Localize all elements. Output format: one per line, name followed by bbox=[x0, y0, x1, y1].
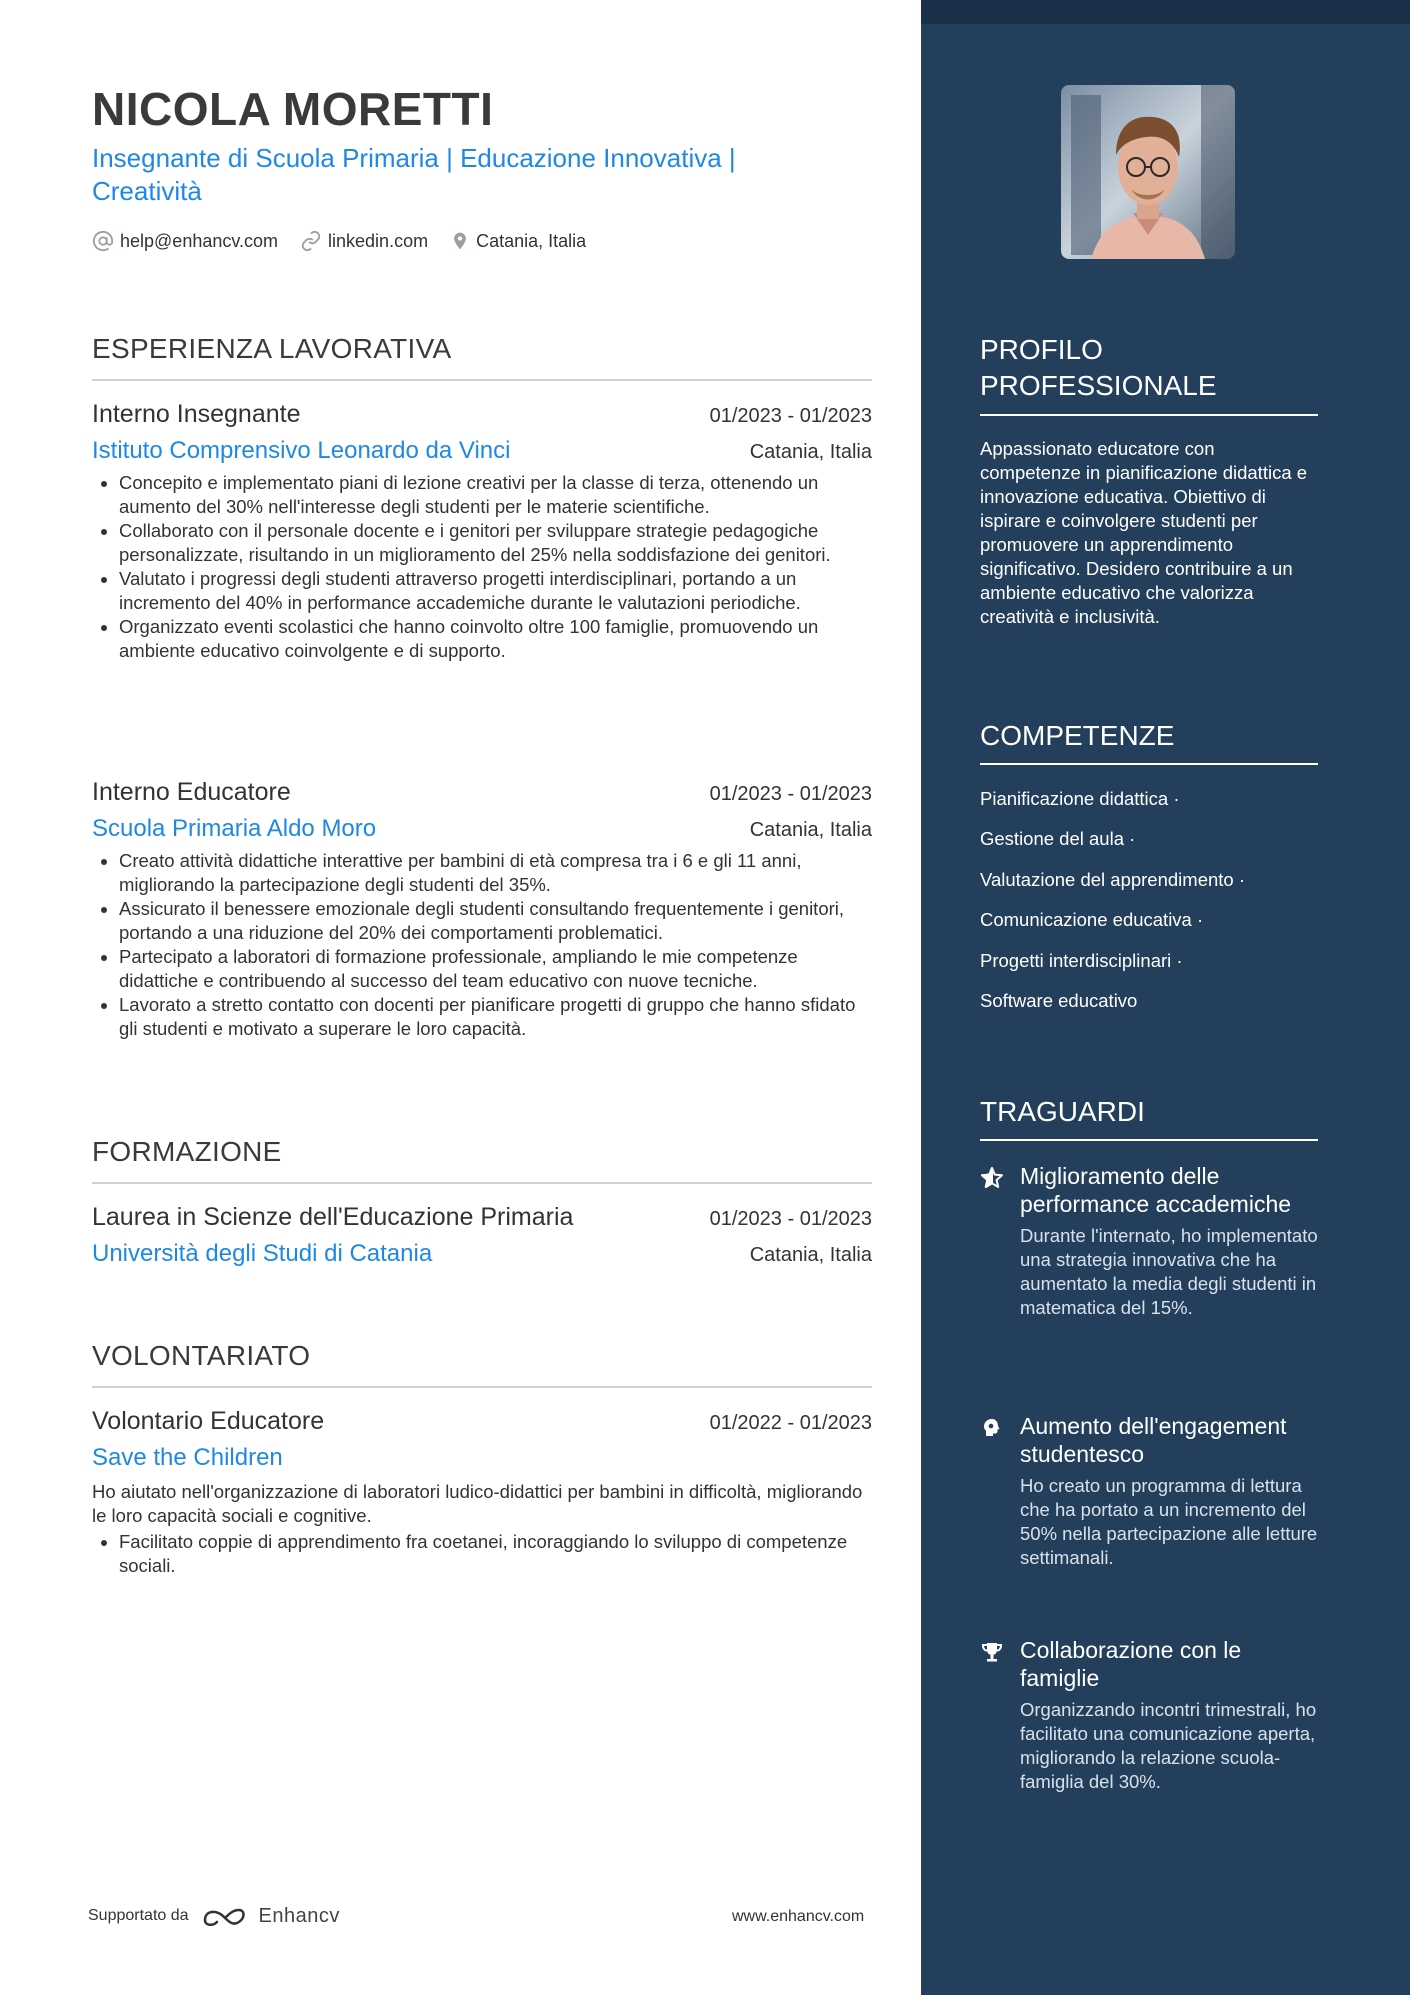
star-icon bbox=[980, 1166, 1004, 1190]
job-bullets bbox=[92, 471, 872, 663]
volunteering-title: VOLONTARIATO bbox=[92, 1340, 311, 1371]
achievement-title: Collaborazione con le famiglie bbox=[1020, 1637, 1242, 1691]
avatar bbox=[1061, 85, 1235, 259]
profile-title: PROFILO PROFESSIONALE bbox=[980, 334, 1217, 401]
achievements-title: TRAGUARDI bbox=[980, 1096, 1145, 1127]
job-location: Catania, Italia bbox=[749, 441, 872, 463]
enhancv-logo-icon bbox=[201, 1902, 251, 1930]
bullet-item: • Creato attività didattiche interattive per bambini di età compresa tra i 6 e gli 11 anni, migliorando la partecipazione degli studenti del 35%. bbox=[119, 849, 872, 897]
contact-location bbox=[450, 230, 586, 252]
at-icon bbox=[92, 230, 114, 252]
achievements-heading bbox=[980, 1094, 1318, 1130]
job-role: Interno Educatore bbox=[92, 778, 291, 806]
profile-heading bbox=[980, 332, 1318, 404]
skill-item: Progetti interdisciplinari · bbox=[980, 950, 1183, 971]
sidebar-top-band bbox=[921, 0, 1410, 24]
skill-item: Gestione del aula · bbox=[980, 828, 1136, 849]
skills-heading bbox=[980, 718, 1318, 754]
achievement-item bbox=[980, 1636, 1320, 1794]
volunteering-divider bbox=[92, 1386, 872, 1388]
achievement-item bbox=[980, 1412, 1320, 1570]
skill-item: Comunicazione educativa · bbox=[980, 909, 1204, 930]
bullet-item: • Concepito e implementato piani di lezione creativi per la classe di terza, ottenendo un aumento del 30% nell'interesse degli studenti per le materie scientifiche. bbox=[119, 471, 872, 519]
footer-branding bbox=[88, 1902, 340, 1930]
achievement-description: Ho creato un programma di lettura che ha portato a un incremento del 50% nella partecipazione alle letture settimanali. bbox=[1020, 1475, 1318, 1568]
education-divider bbox=[92, 1182, 872, 1184]
education-title: FORMAZIONE bbox=[92, 1136, 282, 1167]
location-icon bbox=[450, 230, 470, 252]
bullet-item: • Lavorato a stretto contatto con docenti per pianificare progetti di gruppo che hanno sfidato gli studenti e motivato a superare le loro capacità. bbox=[119, 993, 872, 1041]
experience-entry bbox=[92, 400, 872, 663]
bullet-item: • Collaborato con il personale docente e i genitori per sviluppare strategie pedagogiche personalizzate, risultando in un miglioramento del 25% nella soddisfazione dei genitori. bbox=[119, 519, 872, 567]
powered-by-label: Supportato da bbox=[88, 1907, 189, 1924]
skill-item: Valutazione del apprendimento · bbox=[980, 869, 1245, 890]
skill-item: Pianificazione didattica · bbox=[980, 788, 1180, 809]
skills-title: COMPETENZE bbox=[980, 720, 1175, 751]
candidate-name: NICOLA MORETTI bbox=[92, 83, 494, 135]
brand-name: Enhancv bbox=[258, 1904, 340, 1927]
skill-item: Software educativo bbox=[980, 990, 1138, 1011]
bullet-item: • Valutato i progressi degli studenti attraverso progetti interdisciplinari, portando a un incremento del 40% in performance accademiche durante le valutazioni periodiche. bbox=[119, 567, 872, 615]
volunteer-bullets bbox=[92, 1530, 872, 1578]
experience-heading bbox=[92, 333, 872, 365]
link-icon bbox=[300, 230, 322, 252]
education-heading bbox=[92, 1136, 872, 1168]
profile-divider bbox=[980, 414, 1318, 416]
job-bullets bbox=[92, 849, 872, 1041]
degree-name: Laurea in Scienze dell'Educazione Primaria bbox=[92, 1203, 574, 1231]
volunteer-description: Ho aiutato nell'organizzazione di laboratori ludico-didattici per bambini in difficoltà, migliorando le loro capacità sociali e cognitive. bbox=[92, 1481, 863, 1526]
skills-divider bbox=[980, 763, 1318, 765]
experience-title: ESPERIENZA LAVORATIVA bbox=[92, 333, 452, 364]
school-name[interactable]: Università degli Studi di Catania bbox=[92, 1240, 433, 1267]
achievement-description: Organizzando incontri trimestrali, ho facilitato una comunicazione aperta, migliorando la relazione scuola-famiglia del 30%. bbox=[1020, 1699, 1317, 1792]
brain-icon bbox=[980, 1416, 1004, 1440]
achievement-description: Durante l'internato, ho implementato una strategia innovativa che ha aumentato la media degli studenti in matematica del 15%. bbox=[1020, 1225, 1318, 1318]
bullet-item: • Facilitato coppie di apprendimento fra coetanei, incoraggiando lo sviluppo di competenze sociali. bbox=[119, 1530, 872, 1578]
job-dates: 01/2023 - 01/2023 bbox=[709, 405, 872, 427]
tagline: Insegnante di Scuola Primaria | Educazione Innovativa | Creatività bbox=[92, 143, 736, 206]
volunteer-dates: 01/2022 - 01/2023 bbox=[709, 1412, 872, 1434]
contact-location-text: Catania, Italia bbox=[476, 230, 587, 251]
achievement-title: Miglioramento delle performance accademiche bbox=[1020, 1163, 1292, 1217]
job-role: Interno Insegnante bbox=[92, 400, 301, 428]
job-organization[interactable]: Istituto Comprensivo Leonardo da Vinci bbox=[92, 437, 511, 464]
bullet-item: • Partecipato a laboratori di formazione professionale, ampliando le mie competenze didattiche e contribuendo al successo del team educativo con nuove tecniche. bbox=[119, 945, 872, 993]
bullet-item: • Assicurato il benessere emozionale degli studenti consultando frequentemente i genitori, portando a una riduzione del 20% dei comportamenti problematici. bbox=[119, 897, 872, 945]
contact-email-text: help@enhancv.com bbox=[120, 230, 279, 251]
footer-website[interactable]: www.enhancv.com bbox=[732, 1908, 865, 1925]
job-organization[interactable]: Scuola Primaria Aldo Moro bbox=[92, 815, 377, 842]
education-entry bbox=[92, 1203, 872, 1268]
volunteer-organization[interactable]: Save the Children bbox=[92, 1444, 283, 1471]
contact-linkedin[interactable] bbox=[300, 230, 428, 252]
achievement-item bbox=[980, 1162, 1320, 1320]
volunteering-heading bbox=[92, 1340, 872, 1372]
education-location: Catania, Italia bbox=[749, 1244, 872, 1266]
contact-bar bbox=[92, 230, 608, 252]
job-location: Catania, Italia bbox=[749, 819, 872, 841]
education-dates: 01/2023 - 01/2023 bbox=[709, 1208, 872, 1230]
trophy-icon bbox=[980, 1640, 1004, 1664]
profile-photo bbox=[1061, 85, 1235, 259]
bullet-item: • Organizzato eventi scolastici che hanno coinvolto oltre 100 famiglie, promuovendo un ambiente educativo coinvolgente e di supporto. bbox=[119, 615, 872, 663]
contact-email[interactable] bbox=[92, 230, 278, 252]
contact-linkedin-text: linkedin.com bbox=[328, 230, 429, 251]
achievement-title: Aumento dell'engagement studentesco bbox=[1020, 1413, 1287, 1467]
experience-divider bbox=[92, 379, 872, 381]
volunteer-role: Volontario Educatore bbox=[92, 1407, 325, 1435]
experience-entry bbox=[92, 778, 872, 1041]
volunteering-entry bbox=[92, 1407, 872, 1578]
job-dates: 01/2023 - 01/2023 bbox=[709, 783, 872, 805]
profile-summary: Appassionato educatore con competenze in pianificazione didattica e innovazione educativa. Obiettivo di ispirare e coinvolgere studenti per promuovere un apprendimento significativo. Desidero contribuire a un ambiente educativo che valorizza creatività e inclusività. bbox=[980, 438, 1308, 627]
achievements-divider bbox=[980, 1139, 1318, 1141]
